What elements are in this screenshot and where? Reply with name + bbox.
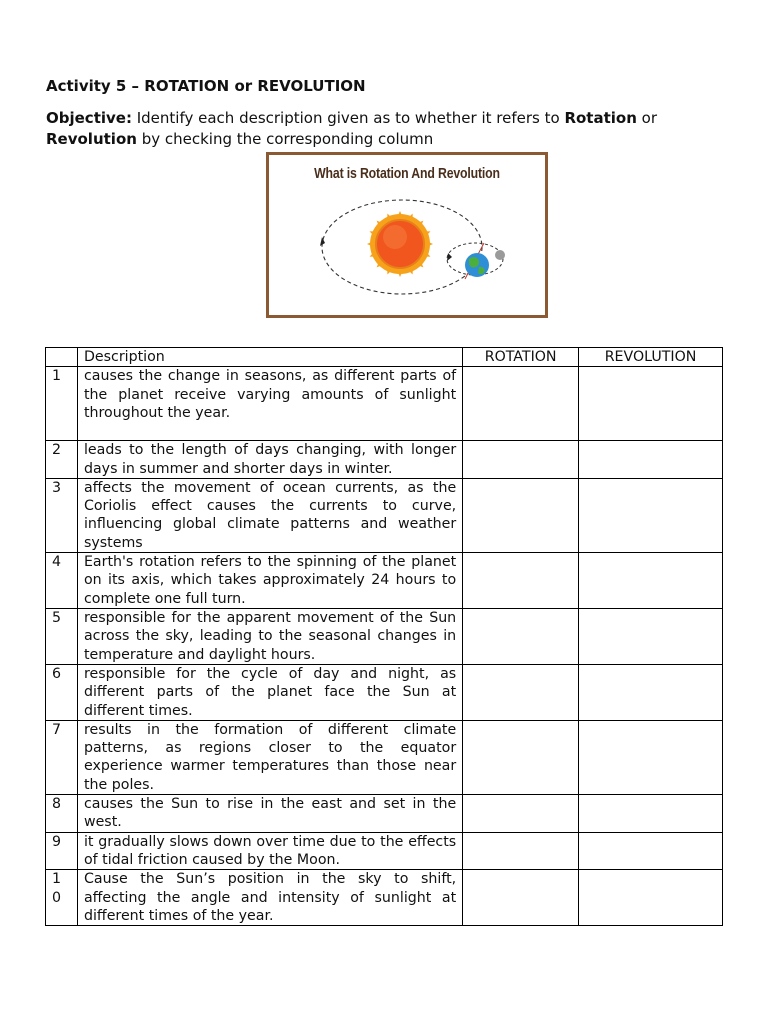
objective-connector: or: [636, 109, 658, 127]
rotation-check-cell[interactable]: [463, 441, 579, 479]
moon-icon: [495, 250, 505, 260]
item-description: responsible for the cycle of day and night, as different parts of the planet face the Sun at different times.: [77, 664, 462, 720]
item-description: causes the change in seasons, as different parts of the planet receive varying amounts of sunlight throughout the year.: [77, 367, 462, 441]
rotation-check-cell[interactable]: [463, 478, 579, 552]
revolution-check-cell[interactable]: [579, 367, 723, 441]
rotation-check-cell[interactable]: [463, 608, 579, 664]
description-header: Description: [77, 348, 462, 367]
revolution-check-cell[interactable]: [579, 720, 723, 794]
revolution-check-cell[interactable]: [579, 553, 723, 609]
objective-label: Objective:: [46, 109, 132, 127]
sun-icon: [367, 211, 433, 277]
revolution-check-cell[interactable]: [579, 664, 723, 720]
revolution-check-cell[interactable]: [579, 478, 723, 552]
table-row: [46, 553, 723, 609]
revolution-check-cell[interactable]: [579, 608, 723, 664]
rotation-revolution-illustration: [266, 152, 548, 318]
rotation-check-cell[interactable]: [463, 832, 579, 870]
illustration-title: What is Rotation And Revolution: [314, 165, 500, 182]
revolution-check-cell[interactable]: [579, 795, 723, 833]
table-header-row: [46, 348, 723, 367]
rotation-check-cell[interactable]: [463, 367, 579, 441]
rotation-check-cell[interactable]: [463, 720, 579, 794]
item-number: 3: [46, 478, 78, 552]
revolution-check-cell[interactable]: [579, 441, 723, 479]
item-description: responsible for the apparent movement of the Sun across the sky, leading to the seasonal changes in temperature and daylight hours.: [77, 608, 462, 664]
item-description: results in the formation of different climate patterns, as regions closer to the equator experience warmer temperatures than those near the poles.: [77, 720, 462, 794]
rotation-term: Rotation: [564, 109, 637, 127]
table-row: [46, 832, 723, 870]
item-description: affects the movement of ocean currents, as the Coriolis effect causes the currents to curve, influencing global climate patterns and weather systems: [77, 478, 462, 552]
item-description: it gradually slows down over time due to the effects of tidal friction caused by the Moon.: [77, 832, 462, 870]
table-row: [46, 795, 723, 833]
revolution-term: Revolution: [46, 130, 137, 148]
number-header: [46, 348, 78, 367]
earth-icon: [465, 253, 489, 277]
revolution-header: REVOLUTION: [579, 348, 723, 367]
rotation-check-cell[interactable]: [463, 870, 579, 926]
rotation-check-cell[interactable]: [463, 795, 579, 833]
objective-tail: by checking the corresponding column: [136, 130, 434, 148]
activity-table: [45, 347, 723, 926]
item-number: 5: [46, 608, 78, 664]
table-row: [46, 367, 723, 441]
item-number: 9: [46, 832, 78, 870]
item-description: Earth's rotation refers to the spinning of the planet on its axis, which takes approximately 24 hours to complete one full turn.: [77, 553, 462, 609]
orbit-diagram: [269, 155, 545, 315]
table-row: [46, 720, 723, 794]
objective-text: Identify each description given as to whether it refers to: [131, 109, 565, 127]
table-row: [46, 441, 723, 479]
item-description: leads to the length of days changing, with longer days in summer and shorter days in winter.: [77, 441, 462, 479]
item-number: 1 0: [46, 870, 78, 926]
rotation-check-cell[interactable]: [463, 553, 579, 609]
moon-orbit-arrow-icon: [447, 253, 452, 261]
item-description: causes the Sun to rise in the east and set in the west.: [77, 795, 462, 833]
table-row: [46, 478, 723, 552]
table-row: [46, 608, 723, 664]
revolution-check-cell[interactable]: [579, 870, 723, 926]
item-number: 8: [46, 795, 78, 833]
activity-title: Activity 5 – ROTATION or REVOLUTION: [46, 77, 366, 95]
revolution-check-cell[interactable]: [579, 832, 723, 870]
item-number: 4: [46, 553, 78, 609]
item-number: 7: [46, 720, 78, 794]
rotation-check-cell[interactable]: [463, 664, 579, 720]
objective-paragraph: [46, 108, 726, 150]
item-number: 6: [46, 664, 78, 720]
item-description: Cause the Sun’s position in the sky to shift, affecting the angle and intensity of sunlight at different times of the year.: [77, 870, 462, 926]
item-number: 2: [46, 441, 78, 479]
rotation-header: ROTATION: [463, 348, 579, 367]
table-row: [46, 664, 723, 720]
item-number: 1: [46, 367, 78, 441]
table-row: [46, 870, 723, 926]
